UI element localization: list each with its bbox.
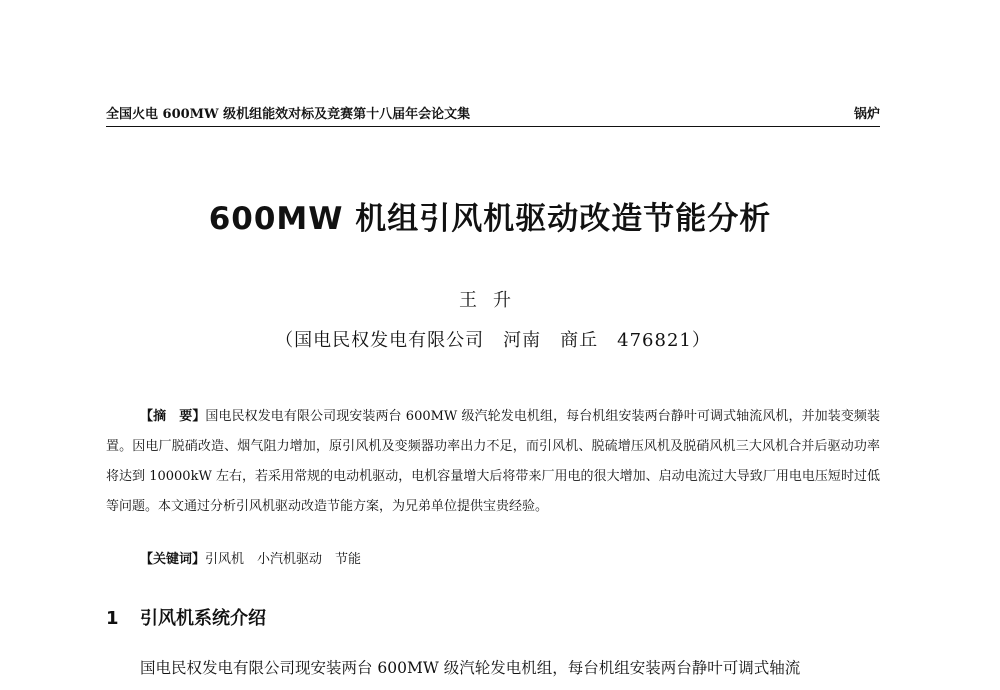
proceedings-title: 全国火电 600MW 级机组能效对标及竞赛第十八届年会论文集 [106,107,471,122]
abstract-text: 国电民权发电有限公司现安装两台 600MW 级汽轮发电机组，每台机组安装两台静叶可调式轴流风机，并加装变频装置。因电厂脱硝改造、烟气阻力增加，原引风机及变频器功率出力不足，而引风机、脱硫增压风机及脱硝风机三大风机合并后驱动功率将达到 10000kW 左右，若采用常规的电动机驱动，电机容量增大后将带来厂用电的很大增加、启动电流过大导致厂用电电压短时过低等问题。本文通过分析引风机驱动改造节能方案，为兄弟单位提供宝贵经验。 [106,409,880,514]
body-paragraph: 国电民权发电有限公司现安装两台 600MW 级汽轮发电机组，每台机组安装两台静叶可调式轴流 [140,659,801,677]
section-title: 引风机系统介绍 [140,608,266,629]
section-category: 锅炉 [853,107,880,122]
abstract [106,402,880,522]
keywords [140,545,880,575]
author-name: 王升 [459,290,527,311]
keywords-label: 【关键词】 [140,552,206,567]
keywords-text: 引风机 小汽机驱动 节能 [205,552,362,567]
abstract-label: 【摘 要】 [140,409,206,424]
author-affiliation: （国电民权发电有限公司 河南 商丘 476821） [275,330,711,351]
paper-title: 600MW 机组引风机驱动改造节能分析 [208,201,772,237]
section-number: 1 [106,608,119,629]
running-header [106,104,880,127]
section-heading [106,604,266,630]
